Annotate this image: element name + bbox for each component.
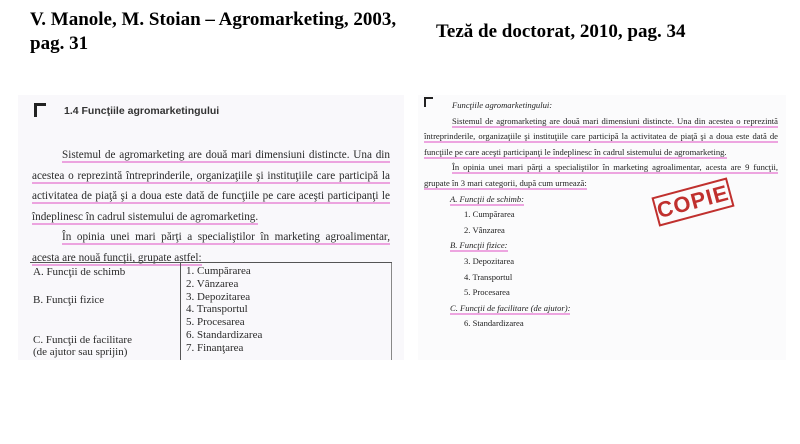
table-category: (de ajutor sau sprijin) bbox=[33, 346, 128, 358]
left-scan-heading: 1.4 Funcţiile agromarketingului bbox=[64, 105, 220, 117]
right-section-title: Funcţiile agromarketingului: bbox=[452, 100, 553, 110]
right-category: B. Funcţii fizice: bbox=[450, 240, 508, 251]
table-category: A. Funcţii de schimb bbox=[33, 266, 126, 278]
right-scan-body bbox=[424, 98, 778, 332]
corner-mark-icon bbox=[34, 103, 46, 117]
table-category: B. Funcţii fizice bbox=[33, 294, 105, 306]
left-paragraph: Sistemul de agromarketing are două mari dimensiuni distincte. Una din acestea o reprezintă întreprinderile, organizaţiile şi instituţiile care participă la activitatea de piaţă şi a doua este dată de funcţiile pe care aceşti participanţi le îndeplinesc în cadrul sistemului de agromarketing. bbox=[32, 149, 390, 223]
right-item: 3. Depozitarea bbox=[464, 255, 515, 266]
table-items bbox=[186, 265, 262, 355]
table-item: 1. Cumpărarea bbox=[186, 265, 251, 277]
right-item: 4. Transportul bbox=[464, 271, 513, 282]
table-item: 3. Depozitarea bbox=[186, 290, 251, 303]
table-item: 7. Finanţarea bbox=[186, 341, 244, 354]
right-source-title: Teză de doctorat, 2010, pag. 34 bbox=[436, 21, 686, 42]
right-category: C. Funcţii de facilitare (de ajutor): bbox=[450, 302, 571, 313]
right-item: 2. Vânzarea bbox=[464, 224, 505, 235]
left-scan-body bbox=[32, 145, 390, 268]
right-item: 5. Procesarea bbox=[464, 287, 510, 298]
left-source-title: V. Manole, M. Stoian – Agromarketing, 2003, pag. 31 bbox=[30, 9, 397, 54]
left-paragraph: În opinia unei mari părţi a specialiştilor în marketing agroalimentar, acesta are nouă funcţii, grupate astfel: bbox=[32, 231, 390, 264]
functions-table bbox=[30, 262, 392, 360]
copie-stamp: COPIE bbox=[651, 177, 734, 226]
right-paragraph: În opinia unei mari părţi a specialiştilor în marketing agroalimentar, acesta are 9 funcţii, grupate în 3 mari categorii, după cum urmează: bbox=[424, 162, 778, 188]
table-item: 2. Vânzarea bbox=[186, 277, 239, 290]
right-paragraph: Sistemul de agromarketing are două mari dimensiuni distincte. Una din acestea o reprezintă întreprinderile, organizaţiile şi instituţiile care participă la activitatea de piaţă şi a doua este dată de funcţiile pe care aceşti participanţi le îndeplinesc în cadrul sistemului de agromarketing. bbox=[424, 115, 778, 157]
table-item: 5. Procesarea bbox=[186, 316, 245, 329]
right-item: 1. Cumpărarea bbox=[464, 209, 515, 220]
right-item: 6. Standardizarea bbox=[464, 318, 524, 329]
right-scan-image bbox=[418, 95, 786, 360]
table-item: 4. Transportul bbox=[186, 303, 248, 316]
table-category: C. Funcţii de facilitare bbox=[33, 334, 132, 346]
left-scan-image bbox=[18, 95, 404, 360]
table-item: 6. Standardizarea bbox=[186, 328, 263, 341]
right-category: A. Funcţii de schimb: bbox=[450, 193, 524, 204]
